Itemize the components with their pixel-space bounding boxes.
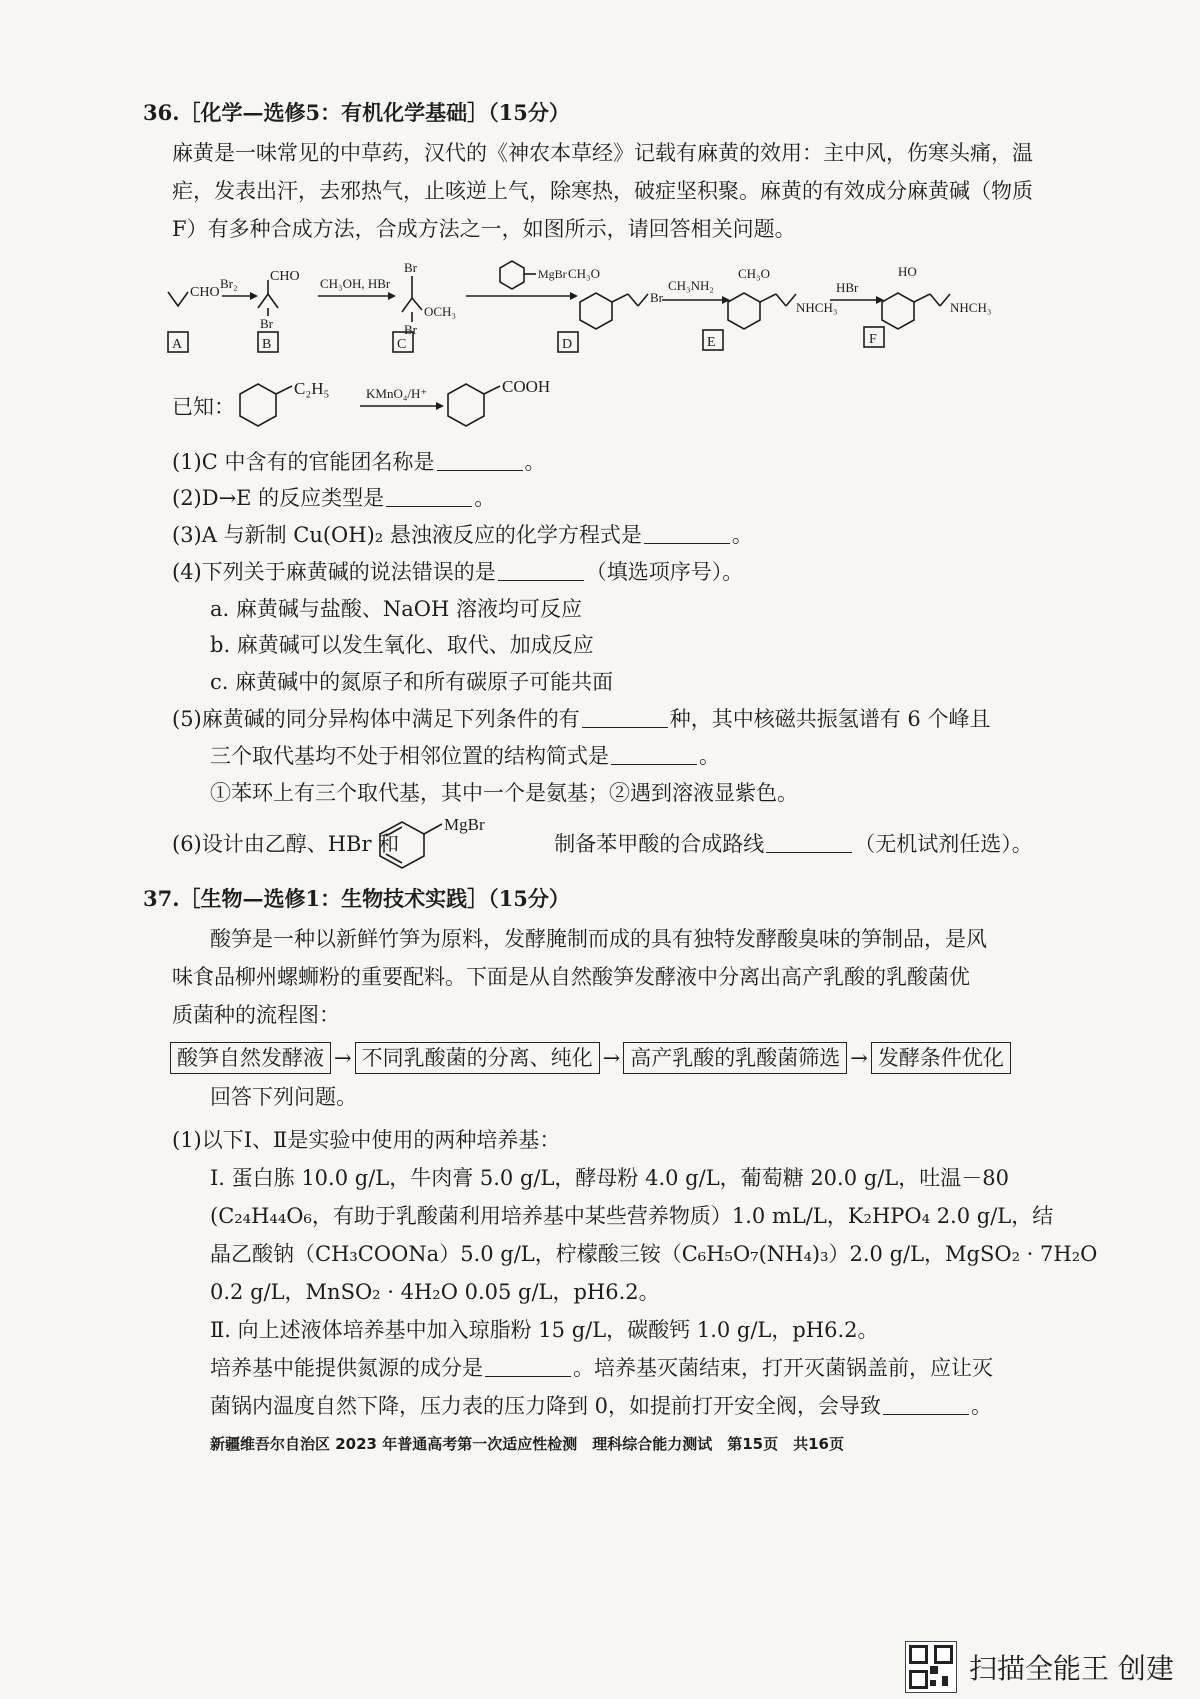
q37-item-1-text-c: 菌锅内温度自然下降，压力表的压力降到 0，如提前打开安全阀，会导致 [210,1394,882,1418]
flow-arrow: → [602,1046,621,1070]
qr-code-icon [905,1641,957,1693]
known-reagent: KMnO₄/H⁺ [366,386,428,401]
known-prefix: 已知： [172,395,235,419]
flow-step-4: 发酵条件优化 [871,1042,1011,1074]
answer-blank [766,832,852,853]
q36-item-6 [172,829,1033,859]
atom-ho-f: HO [898,264,917,279]
known-product-group: COOH [502,377,551,396]
phenyl-grignard-structure [372,812,532,876]
q37-intro-line-1: 酸笋是一种以新鲜竹笋为原料，发酵腌制而成的具有独特发酵酸臭味的笋制品，是风 [210,927,987,951]
reagent-hbr: HBr [836,280,859,295]
atom-br-c1: Br [404,260,417,275]
answer-blank [644,523,730,544]
known-reaction [228,372,628,438]
medium-1-line-2: (C₂₄H₄₄O₆，有助于乳酸菌利用培养基中某些营养物质）1.0 mL/L，K₂HPO₄ 2.0 g/L，结 [210,1204,1054,1228]
q36-header: 36.［化学—选修5：有机化学基础］（15分） [143,100,570,125]
medium-1-line-3: 晶乙酸钠（CH₃COONa）5.0 g/L，柠檬酸三铵（C₆H₅O₇(NH₄)₃）2.0 g/L，MgSO₂ · 7H₂O [210,1242,1098,1266]
flow-step-2: 不同乳酸菌的分离、纯化 [355,1042,600,1074]
q37-intro-line-2: 味食品柳州螺蛳粉的重要配料。下面是从自然酸笋发酵液中分离出高产乳酸的乳酸菌优 [172,965,970,989]
label-c: C [397,337,407,352]
scanner-watermark [905,1641,1174,1693]
medium-1-line-1: Ⅰ. 蛋白胨 10.0 g/L，牛肉膏 5.0 g/L，酵母粉 4.0 g/L，葡萄糖 20.0 g/L，吐温－80 [210,1166,1009,1190]
q37-header: 37.［生物—选修1：生物技术实践］（15分） [143,886,570,911]
atom-nhch3-f: NHCH₃ [950,300,992,315]
q36-item-4-text: (4)下列关于麻黄碱的说法错误的是 [172,560,496,584]
reagent-br2: Br₂ [220,276,238,291]
atom-och3-c: OCH₃ [424,304,456,319]
q36-item-3-text: (3)A 与新制 Cu(OH)₂ 悬浊液反应的化学方程式是 [172,523,642,547]
q36-item-1-text: (1)C 中含有的官能团名称是 [172,450,435,474]
atom-br-b: Br [260,316,273,331]
medium-1-line-4: 0.2 g/L，MnSO₂ · 4H₂O 0.05 g/L，pH6.2。 [210,1280,660,1304]
q36-item-4-suffix: （填选项序号）。 [585,560,744,584]
page-footer: 新疆维吾尔自治区 2023 年普通高考第一次适应性检测 理科综合能力测试 第15页 共16页 [210,1435,844,1453]
answer-blank [437,450,523,471]
q37-answer-prompt: 回答下列问题。 [210,1085,357,1109]
q36-item-1 [172,447,546,477]
answer-blank [582,707,668,728]
q36-option-a: a. 麻黄碱与盐酸、NaOH 溶液均可反应 [210,597,582,621]
label-e: E [707,335,716,350]
period: 。 [731,523,753,547]
period: 。 [524,450,546,474]
label-b: B [262,337,272,352]
grignard-label: MgBr [444,815,485,834]
synthesis-scheme [150,250,1050,360]
q36-item-6-suffix: （无机试剂任选）。 [854,832,1033,856]
q37-item-1-blank-line-1 [210,1353,993,1383]
q37-item-1-text-a: 培养基中能提供氮源的成分是 [210,1356,483,1380]
q36-item-5-line-2 [210,741,720,771]
q36-item-6-text-2: 制备苯甲酸的合成路线 [554,832,765,856]
q37-item-1: (1)以下Ⅰ、Ⅱ是实验中使用的两种培养基： [172,1128,561,1152]
reagent-grignard: MgBr [538,267,567,281]
label-a: A [172,337,183,352]
q36-item-6-text: (6)设计由乙醇、HBr 和 [172,832,400,856]
q36-item-5-text: (5)麻黄碱的同分异构体中满足下列条件的有 [172,707,580,731]
flow-step-1: 酸笋自然发酵液 [170,1042,331,1074]
label-f: F [869,332,877,347]
q36-item-5-conditions: ①苯环上有三个取代基，其中一个是氨基；②遇到溶液显紫色。 [210,781,798,805]
q37-item-1-text-b: 。培养基灭菌结束，打开灭菌锅盖前，应让灭 [573,1356,993,1380]
q36-item-5-suffix: 种，其中核磁共振氢谱有 6 个峰且 [669,707,991,731]
atom-cho-a: CHO [190,285,220,300]
flow-arrow: → [850,1046,868,1070]
answer-blank [498,560,584,581]
q36-option-b: b. 麻黄碱可以发生氧化、取代、加成反应 [210,633,594,657]
flow-arrow: → [334,1046,352,1070]
atom-br-c2: Br [404,322,417,337]
atom-cho-b: CHO [270,269,300,284]
q36-intro-line-3: F）有多种合成方法，合成方法之一，如图所示，请回答相关问题。 [172,217,796,241]
answer-blank [883,1394,969,1415]
atom-ch3o-e: CH₃O [738,266,770,281]
answer-blank [485,1356,571,1377]
q36-item-5 [172,704,990,734]
q36-option-c: c. 麻黄碱中的氮原子和所有碳原子可能共面 [210,670,614,694]
process-flowchart [170,1041,1011,1075]
period: 。 [699,744,720,768]
q36-item-3 [172,520,753,550]
flow-step-3: 高产乳酸的乳酸菌筛选 [623,1042,847,1074]
medium-2: Ⅱ. 向上述液体培养基中加入琼脂粉 15 g/L，碳酸钙 1.0 g/L，pH6.2。 [210,1318,879,1342]
reagent-ch3oh-hbr: CH₃OH, HBr [320,276,391,291]
label-d: D [562,337,573,352]
answer-blank [386,486,472,507]
scanner-watermark-text: 扫描全能王 创建 [969,1652,1174,1685]
q36-item-5-text-2: 三个取代基均不处于相邻位置的结构简式是 [210,744,609,768]
known-reactant-group: C₂H₅ [294,379,330,398]
q36-item-2 [172,483,495,513]
q36-intro-line-1: 麻黄是一味常见的中草药，汉代的《神农本草经》记载有麻黄的效用：主中风，伤寒头痛，温 [172,141,1033,165]
answer-blank [611,744,697,765]
q37-item-1-blank-line-2 [210,1391,992,1421]
q36-intro-line-2: 疟，发表出汗，去邪热气，止咳逆上气，除寒热，破症坚积聚。麻黄的有效成分麻黄碱（物质 [172,179,1033,203]
period: 。 [474,486,496,510]
q36-item-2-text: (2)D→E 的反应类型是 [172,486,385,510]
atom-br-d: Br [650,290,663,305]
q37-intro-line-3: 质菌种的流程图： [172,1003,340,1027]
q36-item-4 [172,557,743,587]
period: 。 [971,1394,993,1418]
atom-ch3o-d: CH₃O [568,266,600,281]
atom-nhch3-e: NHCH₃ [796,300,838,315]
reagent-ch3nh2: CH₃NH₂ [668,278,714,293]
